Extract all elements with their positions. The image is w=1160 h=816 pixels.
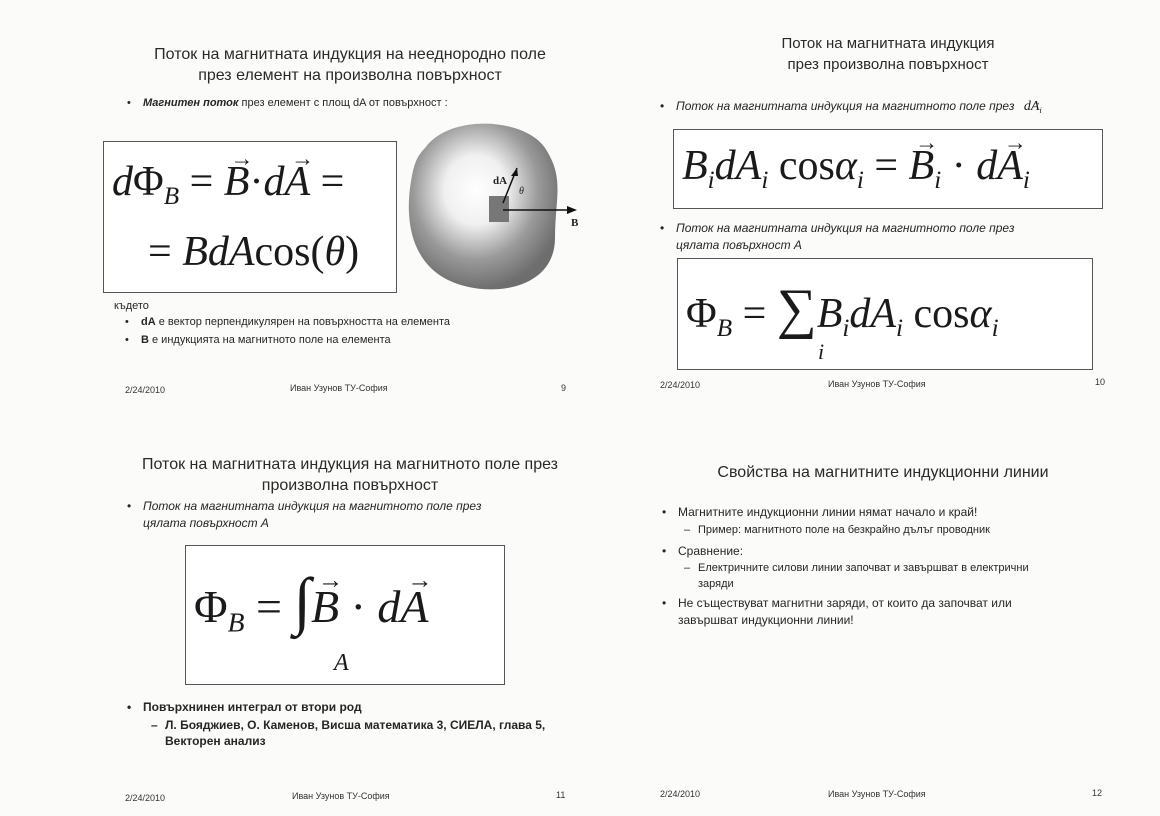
title-line-2: произволна повърхност [261,477,439,494]
footer-author: Иван Узунов ТУ-София [290,383,388,393]
dA-i-symbol: $d\to A_i$ [1024,99,1042,114]
bullet-magnetic-flux [143,95,448,112]
footer-page: 9 [561,383,567,393]
bullet-text: Повърхнинен интеграл от втори род [143,700,362,714]
bullet-total-flux [676,220,1015,254]
sub-text-line-2: заряди [698,578,734,590]
slide-title [60,44,640,86]
integral-domain: A [334,650,349,676]
bold-B: B [141,334,149,346]
sub-example [698,522,990,538]
slide-9 [0,0,580,408]
footer-date: 2/24/2010 [660,789,701,799]
title-line-1: Поток на магнитната индукция на нееднородно поле [154,46,546,63]
label-theta: θ [519,186,524,197]
slide-12 [580,408,1160,816]
equation-line-1: $d\Phi_B$ = → B·d→ A = [112,158,344,211]
slide-title: Свойства на магнитните индукционни линии [717,464,1049,481]
bullet-surface-integral [143,699,362,716]
bullet-text-line-2: цялата повърхност A [676,238,802,252]
bullet-no-start-end [678,504,977,521]
footer-page: 10 [1095,377,1106,387]
surface-element-figure [405,118,590,298]
footer-page: 12 [1092,788,1103,798]
equation-box-element-flux [673,129,1103,209]
equation-element-flux: $B_idA_i$ cosα$_i$ = → $B_i \cdot d\to A_i$ [682,142,1030,195]
sum-index: i [818,339,825,364]
label-dA: dA [493,175,508,187]
where-label: където [114,300,149,312]
bullet-text-line-1: • Не съществуват магнитни заряди, от които да започват или [678,596,1012,610]
sub-text: Пример: магнитното поле на безкрайно дълъг проводник [698,524,990,536]
equation-integral-flux: $\Phi_B$ = ∫→ B · d→ A [194,564,429,639]
footer-author: Иван Узунов ТУ-София [828,789,926,799]
bullet-B [141,332,391,349]
label-B: B [571,217,579,229]
slide-title [600,33,1160,75]
bullet-dA [141,314,450,331]
bullet-text-line-2: завършват индукционни линии! [678,613,854,627]
footer-author: Иван Узунов ТУ-София [828,379,926,389]
bullet-text-line-1: • Поток на магнитната индукция на магнитното поле през [676,221,1015,235]
equation-sum-flux: $\Phi_B = \sum B_idA_i$ cosα$_i$ [686,278,999,342]
footer-date: 2/24/2010 [125,793,166,803]
bullet-flux-element [676,98,1042,119]
area-element-patch [489,196,509,222]
sub-electric-lines [698,560,1029,592]
sub-reference [165,717,545,749]
text-dA: е вектор перпендикулярен на повърхността на елемента [155,316,451,328]
footer-date: 2/24/2010 [125,385,166,395]
bullet-text: през елемент с площ dA от повърхност : [238,97,448,109]
reference-line-2: Векторен анализ [165,734,266,748]
reference-line-1: – Л. Бояджиев, О. Каменов, Висша математика 3, СИЕЛА, глава 5, [165,718,546,732]
bullet-no-magnetic-charges [678,595,1012,629]
slide-title [50,454,650,496]
footer-author: Иван Узунов ТУ-София [292,791,390,801]
bullet-text: Магнитните индукционни линии нямат начало и край! [678,505,978,519]
bullet-bold-text: Магнитен поток [143,97,239,109]
bullet-total-flux [143,498,482,532]
equation-line-2: = BdAcos(θ) [148,229,360,275]
equation-box-integral-flux [185,545,505,685]
bullet-text: Поток на магнитната индукция на магнитното поле през [676,99,1015,113]
title-line-1: Поток на магнитната индукция [781,35,995,52]
bold-dA: dA [141,316,156,328]
footer-page: 11 [556,790,566,800]
title-line-1: Поток на магнитната индукция на магнитното поле през [142,456,558,473]
bullet-text: Сравнение: [678,544,744,558]
footer-date: 2/24/2010 [660,380,701,390]
text-B: е индукцията на магнитното поле на елемента [148,334,391,346]
title-line-2: през елемент на произволна повърхност [198,67,502,84]
equation-box-sum-flux [677,258,1093,370]
surface-blob [409,124,558,290]
slide-10 [580,0,1160,408]
title-line-2: през произволна повърхност [787,56,989,73]
slide-11 [0,408,580,816]
sub-text-line-1: – Електричните силови линии започват и завършват в електрични [698,562,1029,574]
bullet-comparison [678,543,743,560]
bullet-text-line-1: • Поток на магнитната индукция на магнитното поле през [143,499,482,513]
equation-box-flux-element [103,141,397,293]
bullet-text-line-2: цялата повърхност A [143,516,269,530]
